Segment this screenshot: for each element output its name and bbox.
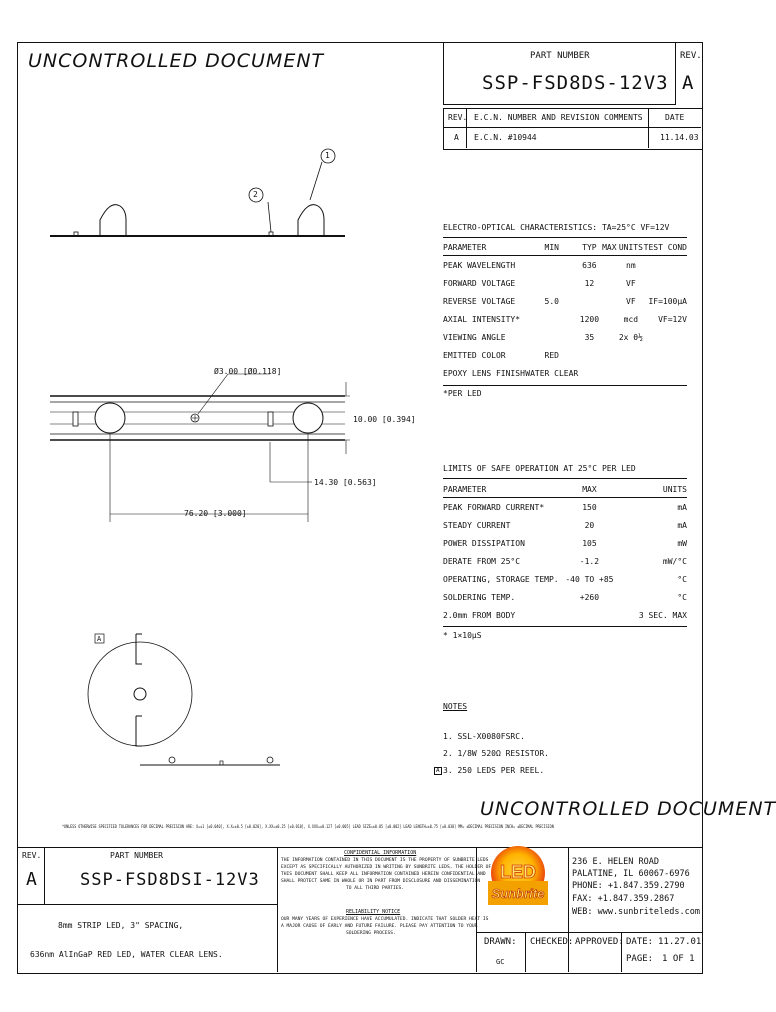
limits-row — [443, 516, 687, 534]
eo-cell: UNITS — [618, 242, 643, 252]
dim-hole: Ø3.00 [Ø0.118] — [214, 367, 282, 376]
eo-cell: VF — [626, 296, 636, 306]
eo-cell: REVERSE VOLTAGE — [443, 296, 516, 306]
limits-row — [443, 588, 687, 606]
eo-cell: nm — [626, 260, 636, 270]
tb-description-2: 636nm AlInGaP RED LED, WATER CLEAR LENS. — [30, 950, 223, 959]
tb-part-number-label: PART NUMBER — [110, 851, 163, 860]
limits-cell: mA — [677, 520, 687, 530]
limits-row — [443, 606, 687, 624]
eo-cell: 5.0 — [544, 296, 559, 306]
eo-cell: EMITTED COLOR — [443, 350, 506, 360]
limits-cell: mA — [677, 502, 687, 512]
eo-cell — [525, 274, 578, 292]
eo-cell — [525, 310, 578, 328]
company-street: 236 E. HELEN ROAD — [572, 857, 659, 867]
eo-footnote: *PER LED — [443, 389, 482, 398]
dim-pitch: 14.30 [0.563] — [314, 478, 377, 487]
uncontrolled-stamp-bottom: UNCONTROLLED DOCUMENT — [480, 798, 776, 820]
top-view-drawing — [40, 362, 360, 532]
eo-cell: IF=100μA — [648, 296, 687, 306]
tolerance-note: *UNLESS OTHERWISE SPECIFIED TOLERANCES FOR DECIMAL PRECISION ARE: X=±1 [±0.040], X.X=±0.5 [±0.020], X.XX=±0.25 [±0.010], X.XXX=±0.127 [±0.005] LEAD SIZE=±0.05 [±0.002] LEAD LENGTH=±0.75 [±0.030] MM= ±DECIMAL PRECISION INCH= ±DECIMAL PRECISION — [62, 825, 554, 830]
eo-table — [443, 238, 687, 382]
note-flag: A — [436, 767, 440, 774]
limits-cell: PARAMETER — [443, 484, 487, 494]
eo-cell: MIN — [544, 242, 559, 252]
limits-cell: OPERATING, STORAGE TEMP. — [443, 574, 559, 584]
reliability-line-1: OUR MANY YEARS OF EXPERIENCE HAVE ACCUMULATED. INDICATE THAT SOLDER HEAT IS — [281, 917, 489, 922]
limits-row — [443, 498, 687, 516]
callout-2: 2 — [253, 190, 258, 199]
eo-row — [443, 256, 687, 274]
tb-rev: A — [26, 869, 37, 890]
limits-cell: -40 TO +85 — [565, 574, 614, 584]
eo-cell — [578, 364, 600, 382]
logo-led-text: LED — [500, 862, 536, 882]
eo-cell: mcd — [623, 314, 639, 324]
limits-cell: +260 — [579, 592, 600, 602]
limits-title: LIMITS OF SAFE OPERATION AT 25°C PER LED — [443, 464, 636, 473]
led-top-left — [95, 403, 125, 433]
reliability-line-2: A MAJOR CAUSE OF EARLY AND FUTURE FAILURE. PLEASE PAY ATTENTION TO YOUR — [281, 924, 478, 929]
revision-date: 11.14.03 — [660, 133, 699, 142]
company-web: WEB: www.sunbriteleds.com — [572, 907, 700, 917]
company-city: PALATINE, IL 60067-6976 — [572, 869, 690, 879]
eo-row — [443, 310, 687, 328]
eo-cell — [644, 256, 687, 274]
eo-cell: VF=12V — [658, 314, 687, 324]
eo-cell: 636 — [582, 260, 597, 270]
reliability-title: RELIABILITY NOTICE — [346, 909, 401, 915]
limits-table — [443, 480, 687, 624]
date-col-header: DATE — [665, 113, 685, 122]
eo-cell: WATER CLEAR — [525, 368, 579, 378]
led-dome-right — [298, 205, 324, 236]
eo-cell: 35 — [584, 332, 595, 342]
eo-header-row — [443, 238, 687, 256]
limits-row — [443, 534, 687, 552]
part-number: SSP-FSD8DS-12V3 — [482, 72, 669, 94]
eo-row — [443, 328, 687, 346]
approved-label: APPROVED: — [575, 937, 624, 947]
eo-cell: VIEWING ANGLE — [443, 332, 506, 342]
limits-header-row — [443, 480, 687, 498]
limits-cell: 2.0mm FROM BODY — [443, 610, 516, 620]
note-1: 1. SSL-X0080FSRC. — [443, 732, 525, 741]
eo-cell — [578, 292, 600, 310]
eo-cell: 12 — [584, 278, 595, 288]
limits-cell: MAX — [582, 484, 597, 494]
reel-view-drawing — [90, 622, 290, 772]
limits-cell: °C — [677, 574, 687, 584]
limits-cell: mW — [677, 538, 687, 548]
note-3: 3. 250 LEDS PER REEL. — [443, 766, 545, 775]
eo-cell — [644, 274, 687, 292]
eo-cell — [618, 364, 644, 382]
limits-cell: 20 — [584, 520, 595, 530]
uncontrolled-stamp-top: UNCONTROLLED DOCUMENT — [28, 50, 325, 72]
eo-row — [443, 364, 687, 382]
limits-cell: -1.2 — [579, 556, 600, 566]
eo-row — [443, 292, 687, 310]
revision-rev: A — [454, 133, 459, 142]
limits-cell: STEADY CURRENT — [443, 520, 511, 530]
eo-cell — [601, 310, 619, 328]
tb-description-1: 8mm STRIP LED, 3" SPACING, — [58, 921, 184, 930]
date-label: DATE: — [626, 937, 654, 947]
limits-cell: 3 SEC. MAX — [638, 610, 687, 620]
confidential-line-1: THE INFORMATION CONTAINED IN THIS DOCUMENT IS THE PROPERTY OF SUNBRITE LEDS — [281, 858, 489, 863]
confidential-line-4: SHALL PROTECT SAME IN WHOLE OR IN PART FROM DISCLOSURE AND DISSEMINATION — [281, 879, 481, 884]
company-phone: PHONE: +1.847.359.2790 — [572, 881, 685, 891]
notes-title: NOTES — [443, 702, 468, 711]
eo-cell: AXIAL INTENSITY* — [443, 314, 521, 324]
eo-cell: 2x θ½ — [618, 332, 643, 342]
eo-cell — [601, 364, 619, 382]
tb-part-number: SSP-FSD8DSI-12V3 — [80, 870, 260, 890]
part-number-label: PART NUMBER — [530, 51, 590, 61]
rev-value: A — [682, 72, 694, 94]
limits-row — [443, 552, 687, 570]
callout-1: 1 — [325, 151, 330, 160]
eo-cell: FORWARD VOLTAGE — [443, 278, 516, 288]
limits-cell: PEAK FORWARD CURRENT* — [443, 502, 545, 512]
limits-cell: UNITS — [662, 484, 687, 494]
eo-cell — [618, 346, 644, 364]
revision-ecn: E.C.N. #10944 — [474, 133, 537, 142]
eo-cell — [644, 364, 687, 382]
confidential-line-2: EXCEPT AS SPECIFICALLY AUTHORIZED IN WRITING BY SUNBRITE LEDS, THE HOLDER OF — [281, 865, 492, 870]
page-value: 1 OF 1 — [662, 954, 695, 964]
eo-cell — [525, 256, 578, 274]
tb-rev-label: REV. — [22, 851, 42, 860]
rev-col-header: REV. — [448, 113, 468, 122]
eo-cell — [601, 328, 619, 346]
eo-cell: PEAK WAVELENGTH — [443, 260, 516, 270]
eo-cell — [644, 328, 687, 346]
confidential-line-5: TO ALL THIRD PARTIES. — [346, 886, 405, 891]
limits-cell: DERATE FROM 25°C — [443, 556, 521, 566]
confidential-title: CONFIDENTIAL INFORMATION — [344, 850, 417, 856]
note-2: 2. 1/8W 520Ω RESISTOR. — [443, 749, 549, 758]
reliability-line-3: SOLDERING PROCESS. — [346, 931, 396, 936]
limits-cell: 105 — [582, 538, 597, 548]
limits-cell: SOLDERING TEMP. — [443, 592, 516, 602]
checked-label: CHECKED: — [530, 937, 574, 947]
eo-cell — [601, 346, 619, 364]
limits-footnote: * 1×10μS — [443, 631, 482, 640]
eo-cell: 1200 — [579, 314, 600, 324]
ecn-col-header: E.C.N. NUMBER AND REVISION COMMENTS — [474, 113, 643, 122]
limits-cell — [559, 606, 621, 624]
eo-row — [443, 274, 687, 292]
eo-cell — [578, 346, 600, 364]
eo-cell — [601, 274, 619, 292]
side-view-drawing — [40, 140, 360, 250]
eo-row — [443, 346, 687, 364]
eo-title: ELECTRO-OPTICAL CHARACTERISTICS: TA=25°C VF=12V — [443, 223, 670, 232]
led-top-right — [293, 403, 323, 433]
callout-a: A — [97, 635, 102, 643]
drawn-label: DRAWN: — [484, 937, 517, 947]
eo-cell: MAX — [602, 242, 617, 252]
rev-label: REV. — [680, 51, 702, 61]
company-fax: FAX: +1.847.359.2867 — [572, 894, 675, 904]
led-dome-left — [100, 205, 126, 236]
eo-cell: TYP — [582, 242, 597, 252]
limits-cell: 150 — [582, 502, 597, 512]
eo-cell — [601, 292, 619, 310]
confidential-line-3: THIS DOCUMENT SHALL KEEP ALL INFORMATION CONTAINED HEREIN CONFIDENTIAL AND — [281, 872, 486, 877]
eo-cell: TEST COND — [643, 242, 687, 252]
limits-row — [443, 570, 687, 588]
eo-cell: PARAMETER — [443, 242, 487, 252]
eo-cell — [644, 346, 687, 364]
eo-cell: VF — [626, 278, 636, 288]
dim-length: 76.20 [3.000] — [184, 509, 247, 518]
limits-cell: POWER DISSIPATION — [443, 538, 525, 548]
eo-cell: RED — [544, 350, 559, 360]
limits-cell: mW/°C — [662, 556, 687, 566]
dim-width: 10.00 [0.394] — [353, 415, 416, 424]
page-label: PAGE: — [626, 954, 654, 964]
limits-cell: °C — [677, 592, 687, 602]
date-value: 11.27.01 — [658, 937, 702, 947]
eo-cell — [525, 328, 578, 346]
logo-brand-text: Sunbrite — [491, 886, 545, 901]
sunbrite-logo — [484, 843, 552, 911]
eo-cell: EPOXY LENS FINISH — [443, 368, 525, 378]
drawn-value: GC — [496, 958, 505, 966]
eo-cell — [601, 256, 619, 274]
